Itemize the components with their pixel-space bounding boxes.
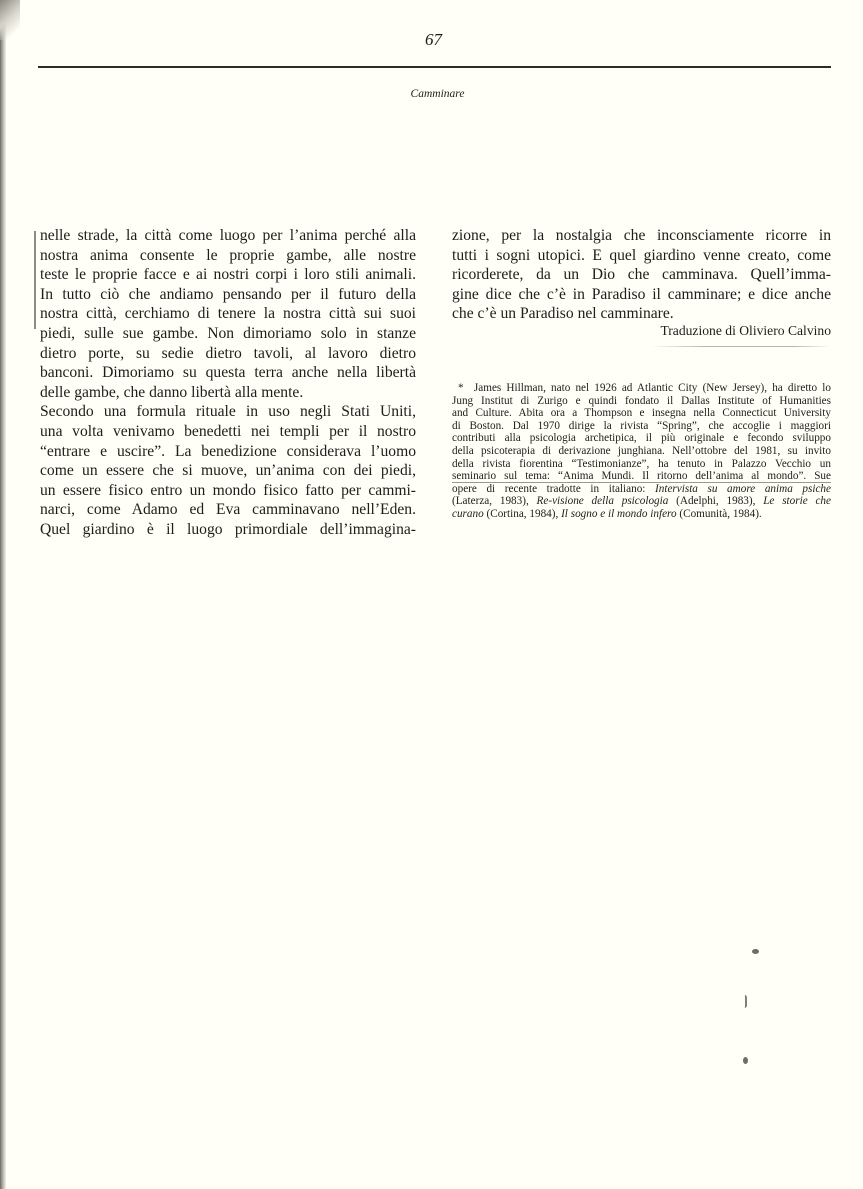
work-publisher: (Comunità, 1984).: [679, 507, 762, 520]
translation-credit: Traduzione di Oliviero Calvino: [660, 323, 831, 338]
scan-speck: [742, 995, 747, 1008]
footnote-line: della psicoterapia di derivazione junghiana. Nell’ottobre del 1981, su invito: [452, 444, 831, 457]
work-publisher: (Cortina, 1984),: [486, 507, 559, 520]
text-line: che c’è un Paradiso nel camminare.: [452, 305, 674, 323]
work-title: curano: [452, 507, 484, 520]
text-line: una volta venivamo benedetti nei templi per il nostro: [40, 422, 416, 440]
footnote-text: seminario sul tema: “Anima Mundi. Il ritorno dell’anima al mondo”. Sue: [452, 470, 831, 483]
right-column-text: [452, 226, 831, 324]
credit-rule: [650, 346, 830, 347]
footnote-line: and Culture. Abita ora a Thompson e insegna nella Connecticut University: [452, 407, 831, 420]
text-line: banconi. Dimoriamo su questa terra anche nella libertà: [40, 364, 416, 382]
footnote-line: [452, 495, 831, 508]
footnote-line: Jung Institut di Zurigo e quindi fondato il Dallas Institute of Humanities: [452, 394, 831, 407]
author-footnote: [452, 382, 831, 521]
work-title: Intervista su amore anima psiche: [655, 482, 831, 495]
text-line: In tutto ciò che andiamo pensando per il futuro della: [40, 285, 416, 303]
footnote-line: di Boston. Dal 1970 dirige la rivista “Spring”, che accoglie i maggiori: [452, 419, 831, 432]
text-line: nostra anima consente le proprie gambe, alle nostre: [40, 246, 416, 264]
work-publisher: (Adelphi, 1983),: [676, 495, 756, 508]
text-line: nelle strade, la città come luogo per l’anima perché alla: [40, 227, 416, 244]
footnote-line: della rivista fiorentina “Testimonianze”, ha tenuto in Palazzo Vecchio un: [452, 457, 831, 470]
work-title: Le storie che: [763, 495, 831, 508]
footnote-line: [452, 470, 831, 483]
text-line: Quel giardino è il luogo primordiale dell’immagina-: [40, 520, 416, 538]
header-rule: [38, 66, 831, 68]
text-line: zione, per la nostalgia che inconsciamente ricorre in: [452, 227, 831, 244]
margin-mark: [34, 231, 36, 329]
page-number: 67: [425, 30, 442, 49]
footnote-line: [452, 508, 831, 521]
text-line: come un essere che si muove, un’anima con dei piedi,: [40, 462, 416, 480]
footnote-marker: *: [458, 382, 464, 394]
footnote-line: [452, 382, 831, 395]
text-line: “entrare e uscire”. La benedizione considerava l’uomo: [40, 442, 416, 460]
scanned-page-edge: [0, 0, 6, 1189]
work-publisher: (Laterza, 1983),: [452, 495, 529, 508]
running-title: Camminare: [410, 88, 465, 100]
scan-speck: [743, 1057, 748, 1064]
text-line: un essere fisico entro un mondo fisico fatto per cammi-: [40, 481, 416, 499]
left-column-text: [40, 226, 416, 540]
text-line: dietro porte, su sedie dietro tavoli, al lavoro dietro: [40, 344, 416, 362]
scan-speck: [752, 949, 759, 954]
footnote-line: contributi alla psicologia archetipica, il più originale e fecondo sviluppo: [452, 432, 831, 445]
text-line: gine dice che c’è in Paradiso il camminare; e dice anche: [452, 285, 831, 303]
text-line: teste le proprie facce e ai nostri corpi i loro stili animali.: [40, 266, 416, 284]
footnote-text: James Hillman, nato nel 1926 ad Atlantic City (New Jersey), ha diretto lo: [473, 382, 832, 394]
footnote-text: opere di recente tradotte in italiano:: [452, 482, 646, 495]
text-line: nostra città, cerchiamo di tenere la nostra città sui suoi: [40, 305, 416, 323]
text-line: narci, come Adamo ed Eva camminavano nell’Eden.: [40, 501, 416, 519]
footnote-line: [452, 483, 831, 496]
text-line: delle gambe, che danno libertà alla mente.: [40, 383, 304, 401]
text-line: piedi, sulle sue gambe. Non dimoriamo solo in stanze: [40, 324, 416, 342]
text-line: ricorderete, da un Dio che camminava. Quell’imma-: [452, 266, 831, 284]
work-title: Re-visione della psicologia: [536, 495, 669, 508]
text-line: tutti i sogni utopici. E quel giardino venne creato, come: [452, 246, 831, 264]
work-title: Il sogno e il mondo infero: [561, 507, 677, 520]
text-line: Secondo una formula rituale in uso negli Stati Uniti,: [40, 403, 416, 421]
